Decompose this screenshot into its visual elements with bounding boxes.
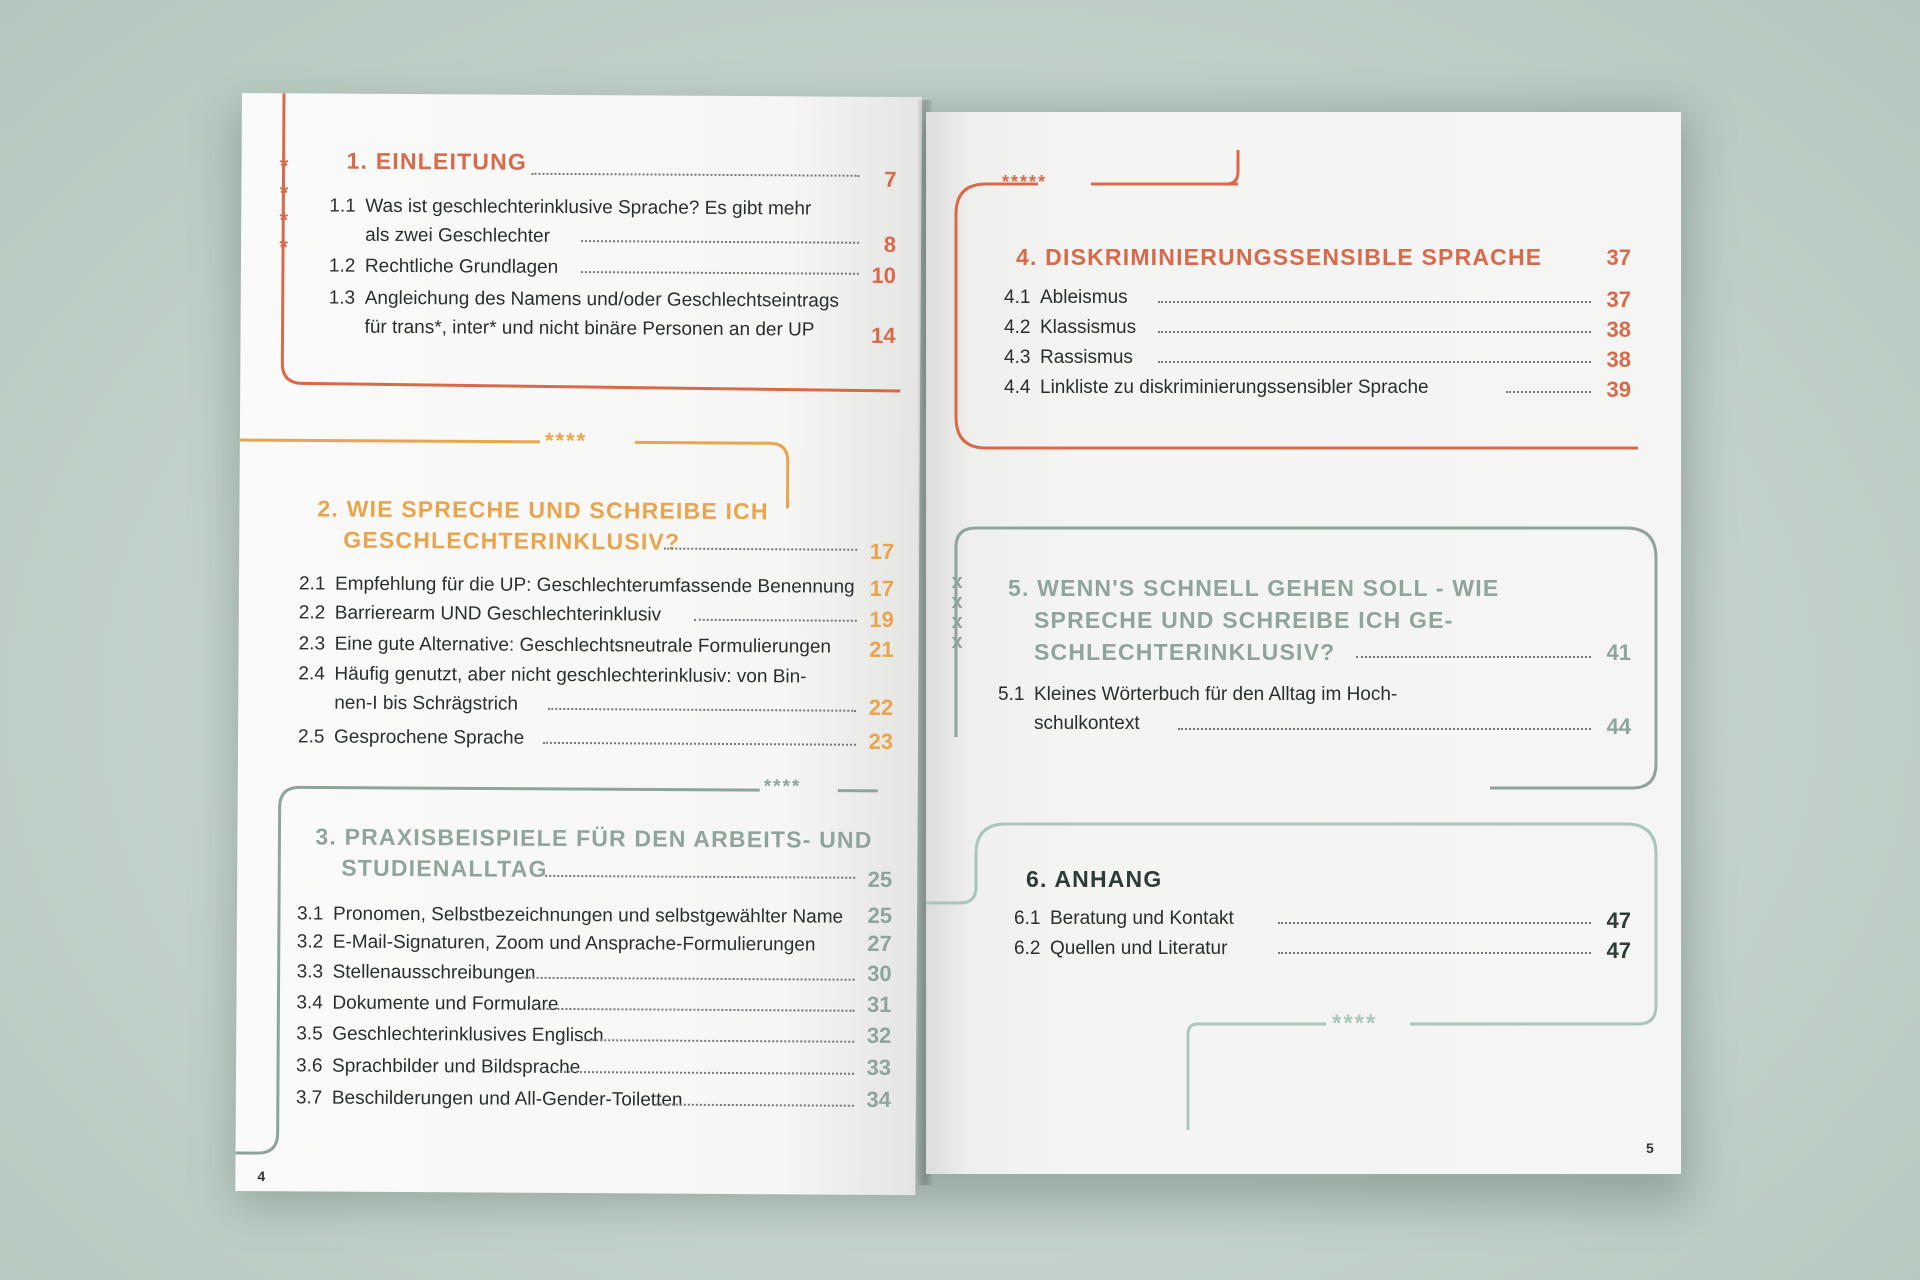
entry-page: 10 (871, 262, 896, 288)
leader-dots (1158, 331, 1591, 333)
section2-stars: **** (544, 427, 588, 454)
toc-entry-6-2[interactable]: 6.2 Quellen und Literatur (1014, 938, 1228, 959)
page-number-left: 4 (257, 1168, 266, 1185)
section5-page: 41 (1606, 640, 1631, 665)
toc-entry-3-6[interactable]: 3.6 Sprachbilder und Bildsprache (295, 1055, 581, 1079)
toc-entry-4-4[interactable]: 4.4 Linkliste zu diskriminierungssensibler Sprache (1004, 377, 1429, 398)
entry-page: 25 (867, 902, 893, 928)
toc-entry-3-1[interactable]: 3.1 Pronomen, Selbstbezeichnungen und selbstgewählter Name (296, 903, 844, 928)
toc-entry-4-1[interactable]: 4.1 Ableismus (1004, 287, 1128, 308)
leader-dots (1178, 728, 1591, 730)
right-page (926, 112, 1681, 1174)
leader-dots (1506, 391, 1591, 393)
entry-page: 14 (870, 322, 896, 348)
entry-title-cont: als zwei Geschlechter (365, 224, 550, 247)
section3-stars: **** (763, 776, 802, 798)
entry-number: 1.1 (329, 195, 356, 217)
entry-page: 37 (1606, 287, 1631, 312)
toc-entry-3-2[interactable]: 3.2 E-Mail-Signaturen, Zoom und Ansprache-Formulierungen (296, 931, 816, 956)
entry-page: 8 (883, 231, 897, 257)
entry-page: 44 (1606, 714, 1631, 739)
entry-page: 23 (868, 728, 894, 754)
entry-page: 47 (1606, 938, 1631, 963)
section2-page: 17 (869, 538, 895, 564)
section1-title[interactable]: 1. EINLEITUNG (346, 147, 528, 175)
entry-title: Rechtliche Grundlagen (364, 255, 559, 278)
toc-entry-4-2[interactable]: 4.2 Klassismus (1004, 317, 1137, 338)
toc-entry-4-3[interactable]: 4.3 Rassismus (1004, 347, 1133, 368)
section4-title[interactable]: 4. DISKRIMINIERUNGSSENSIBLE SPRACHE (1016, 244, 1543, 270)
entry-page: 34 (866, 1086, 891, 1112)
entry-number: 1.3 (328, 287, 356, 309)
section3-title[interactable]: 3. PRAXISBEISPIELE FÜR DEN ARBEITS- UND STUDIENALLTAG (315, 823, 873, 882)
toc-entry-5-1[interactable]: 5.1 Kleines Wörterbuch für den Alltag im Hoch- schulkontext (998, 684, 1398, 734)
page-number-right: 5 (1646, 1140, 1654, 1156)
section4-stars: ***** (1002, 172, 1048, 192)
entry-number: 1.2 (328, 255, 356, 277)
entry-page: 21 (869, 636, 894, 662)
toc-entry-2-4[interactable]: 2.4 Häufig genutzt, aber nicht geschlechterinklusiv: von Bin- nen-I bis Schrägstrich (298, 663, 807, 715)
toc-entry-3-7[interactable]: 3.7 Beschilderungen und All-Gender-Toiletten (295, 1087, 683, 1111)
section2-title[interactable]: 2. WIE SPRECHE UND SCHREIBE ICH GESCHLECHTERINKLUSIV? (317, 495, 769, 555)
section4-page: 37 (1606, 245, 1631, 270)
entry-page: 38 (1606, 317, 1631, 342)
toc-entry-2-3[interactable]: 2.3 Eine gute Alternative: Geschlechtsneutrale Formulierungen (298, 633, 832, 658)
leader-dots (1158, 361, 1591, 363)
entry-page: 31 (866, 991, 892, 1017)
entry-page: 33 (866, 1054, 892, 1080)
toc-entry-3-5[interactable]: 3.5 Geschlechterinklusives Englisch (296, 1023, 604, 1047)
toc-entry-1-1[interactable] (329, 192, 811, 253)
toc-entry-3-4[interactable]: 3.4 Dokumente und Formulare (296, 992, 559, 1015)
entry-page: 27 (867, 930, 892, 956)
leader-dots (1356, 656, 1591, 658)
toc-entry-2-2[interactable]: 2.2 Barrierearm UND Geschlechterinklusiv (298, 602, 662, 626)
entry-page: 38 (1606, 347, 1631, 372)
entry-page: 30 (867, 960, 892, 986)
leader-dots (1278, 952, 1591, 954)
leader-dots (1158, 301, 1591, 303)
toc-entry-6-1[interactable]: 6.1 Beratung und Kontakt (1014, 908, 1234, 929)
entry-title: Angleichung des Namens und/oder Geschlechtseintrags (364, 287, 840, 312)
section6-title[interactable]: 6. ANHANG (1026, 866, 1163, 892)
toc-entry-2-1[interactable]: 2.1 Empfehlung für die UP: Geschlechterumfassende Benennung (298, 573, 855, 598)
entry-page: 22 (868, 694, 894, 720)
toc-entry-1-3[interactable] (328, 284, 839, 345)
entry-page: 47 (1606, 908, 1631, 933)
entry-title-cont: für trans*, inter* und nicht binäre Personen an der UP (364, 316, 815, 341)
section6-stars: **** (1332, 1010, 1378, 1037)
entry-title: Was ist geschlechterinklusive Sprache? Es gibt mehr (365, 195, 812, 220)
section1-page: 7 (884, 166, 897, 192)
left-page (235, 93, 922, 1195)
section5-marks: xxxx (951, 571, 965, 653)
entry-page: 32 (866, 1022, 892, 1048)
toc-entry-1-2[interactable] (329, 252, 558, 282)
leader-dots (1278, 922, 1591, 924)
toc-entry-2-5[interactable]: 2.5 Gesprochene Sprache (298, 726, 525, 749)
entry-page: 39 (1606, 377, 1631, 402)
section3-page: 25 (867, 866, 893, 892)
section5-title[interactable]: 5. WENN'S SCHNELL GEHEN SOLL - WIE SPRECHE UND SCHREIBE ICH GE- SCHLECHTERINKLUSIV? (1008, 575, 1500, 665)
entry-page: 17 (869, 575, 895, 601)
toc-entry-3-3[interactable]: 3.3 Stellenausschreibungen (296, 961, 536, 984)
entry-page: 19 (869, 606, 894, 632)
section1-stars: **** (270, 153, 297, 262)
